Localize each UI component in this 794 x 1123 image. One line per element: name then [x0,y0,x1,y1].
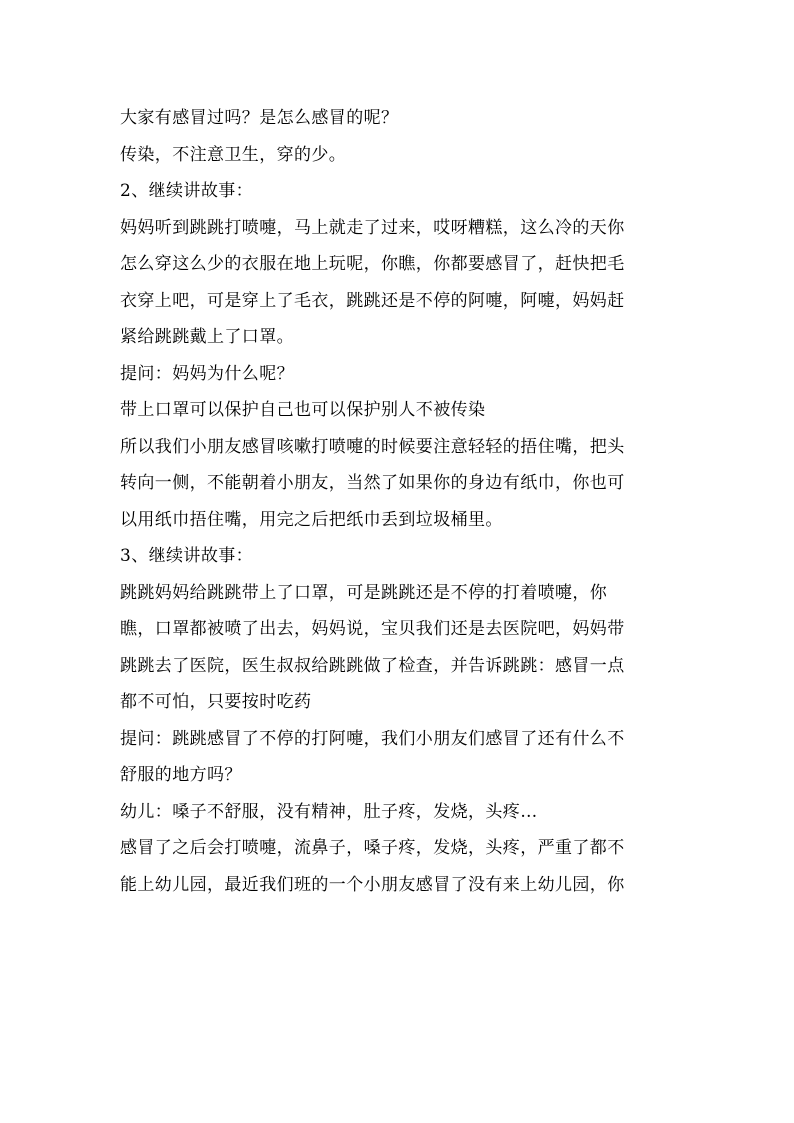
text-line: 大家有感冒过吗？是怎么感冒的呢？ [120,108,399,128]
text-line: 传染，不注意卫生，穿的少。 [120,144,347,165]
paragraph [120,356,668,393]
paragraph [120,830,668,903]
paragraph [120,538,668,575]
paragraph [120,392,668,429]
text-line: 妈妈听到跳跳打喷嚏，马上就走了过来，哎呀糟糕，这么冷的天你 [120,217,625,238]
paragraph [120,429,668,539]
paragraph [120,173,668,210]
text-line: 跳跳去了医院，医生叔叔给跳跳做了检查，并告诉跳跳：感冒一点 [120,655,625,676]
paragraph [120,210,668,356]
text-line: 提问：妈妈为什么呢？ [120,363,294,384]
paragraph [120,721,668,794]
text-line: 2、继续讲故事： [120,181,254,201]
text-line: 跳跳妈妈给跳跳带上了口罩，可是跳跳还是不停的打着喷嚏，你 [120,582,608,603]
text-line: 转向一侧，不能朝着小朋友，当然了如果你的身边有纸巾，你也可 [120,473,625,493]
text-line: 舒服的地方吗？ [120,765,242,785]
text-line: 怎么穿这么少的衣服在地上玩呢，你瞧，你都要感冒了，赶快把毛 [120,254,625,274]
paragraph [120,100,668,137]
paragraph [120,575,668,721]
text-line: 幼儿：嗓子不舒服，没有精神，肚子疼，发烧，头疼… [120,801,538,822]
paragraph [120,137,668,174]
text-line: 紧给跳跳戴上了口罩。 [120,327,294,347]
text-line: 瞧，口罩都被喷了出去，妈妈说，宝贝我们还是去医院吧，妈妈带 [120,619,625,639]
text-line: 都不可怕，只要按时吃药 [120,692,312,712]
text-line: 3、继续讲故事： [120,546,254,566]
text-line: 衣穿上吧，可是穿上了毛衣，跳跳还是不停的阿嚏，阿嚏，妈妈赶 [120,290,625,311]
text-line: 能上幼儿园，最近我们班的一个小朋友感冒了没有来上幼儿园，你 [120,874,625,895]
text-line: 以用纸巾捂住嘴，用完之后把纸巾丢到垃圾桶里。 [120,509,503,530]
text-line: 所以我们小朋友感冒咳嗽打喷嚏的时候要注意轻轻的捂住嘴，把头 [120,436,625,457]
text-line: 感冒了之后会打喷嚏，流鼻子，嗓子疼，发烧，头疼，严重了都不 [120,838,625,858]
text-line: 提问：跳跳感冒了不停的打阿嚏，我们小朋友们感冒了还有什么不 [120,728,625,749]
text-line: 带上口罩可以保护自己也可以保护别人不被传染 [120,400,486,420]
paragraph [120,794,668,831]
document-body [120,100,668,903]
